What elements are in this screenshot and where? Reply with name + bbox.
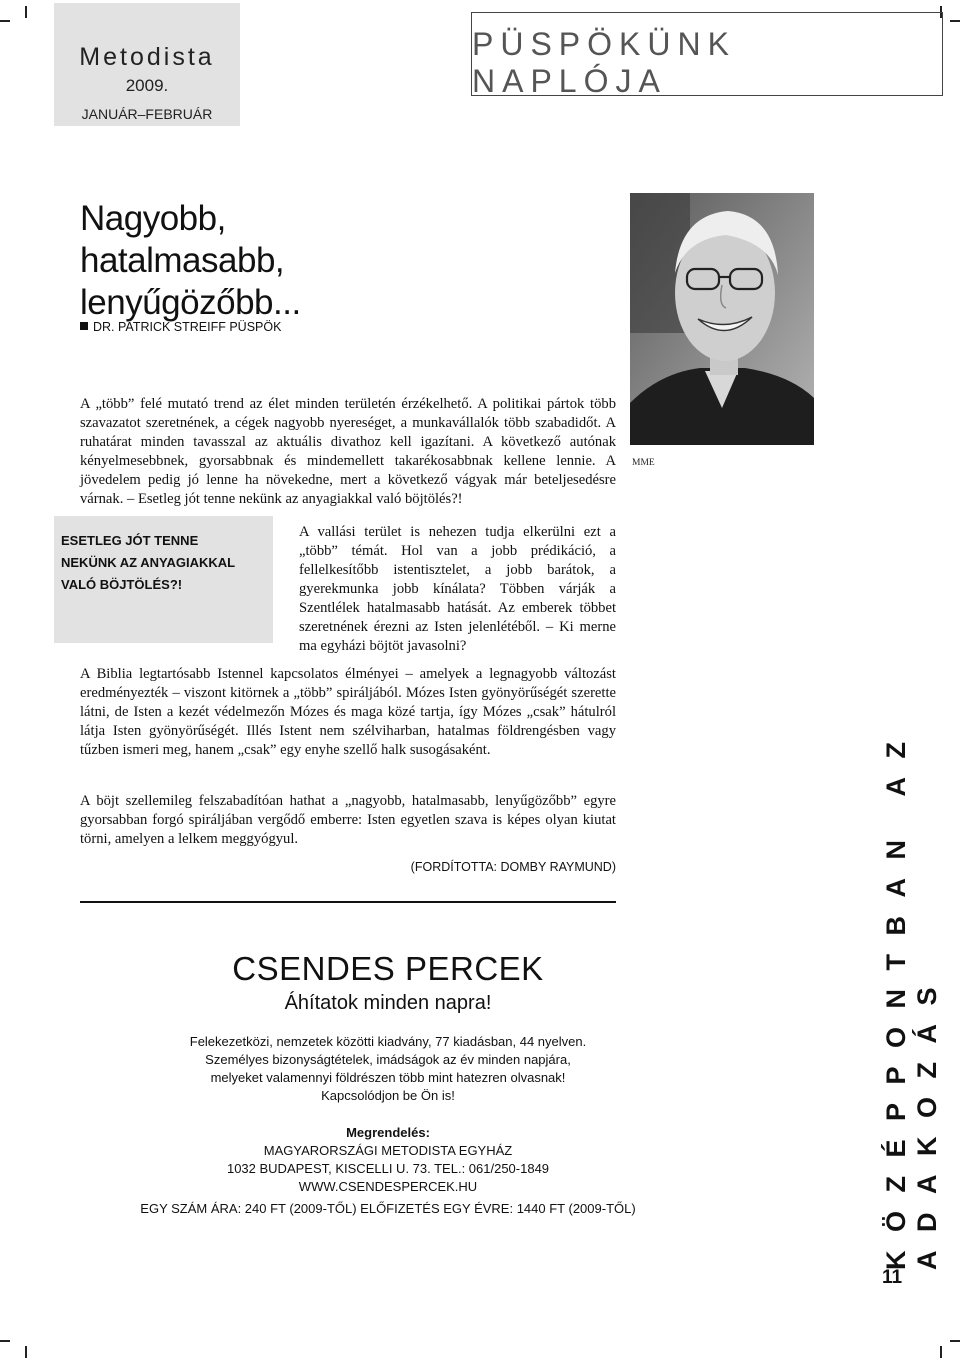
magazine-header: [54, 3, 240, 126]
article-paragraph: A böjt szellemileg felszabadítóan hathat a „nagyobb, hatalmasabb, lenyűgözőbb” egyre gyorsabban forgó spiráljában vergődő emberre: Isten egyetlen szava is képes olyan kiutat törni, amelyen a lelkem meggyógyul.: [80, 793, 616, 847]
ad-line: Felekezetközi, nemzetek közötti kiadvány, 77 kiadásban, 44 nyelven.: [189, 1034, 587, 1049]
pull-quote-line: VALÓ BÖJTÖLÉS?!: [61, 577, 183, 592]
order-address: 1032 BUDAPEST, KISCELLI U. 73. TEL.: 061/250-1849: [226, 1161, 550, 1176]
crop-mark-bottom-right: [950, 1340, 960, 1342]
ad-line: Személyes bizonyságtételek, imádságok az év minden napjára,: [205, 1052, 571, 1067]
crop-mark-bottom-left: [25, 1346, 27, 1358]
pull-quote-line: NEKÜNK AZ ANYAGIAKKAL: [61, 555, 236, 570]
ad-price: EGY SZÁM ÁRA: 240 FT (2009-TŐL) ELŐFIZETÉS EGY ÉVRE: 1440 FT (2009-TŐL): [140, 1201, 636, 1216]
vertical-section-banner: KÖZÉPPONTBAN AZ ADAKOZÁS: [881, 723, 942, 1270]
ad-title: CSENDES PERCEK: [232, 950, 544, 987]
divider-line: [80, 901, 616, 903]
section-title: PÜSPÖKÜNK NAPLÓJA: [471, 12, 943, 96]
order-label: Megrendelés:: [346, 1125, 430, 1140]
bullet-square-icon: [80, 322, 88, 330]
crop-mark-top-left: [0, 20, 10, 22]
ad-line: Kapcsolódjon be Ön is!: [321, 1088, 455, 1103]
title-line: hatalmasabb,: [80, 241, 285, 280]
order-website[interactable]: WWW.CSENDESPERCEK.HU: [298, 1179, 478, 1194]
issue-year: 2009.: [125, 76, 169, 95]
translator-credit: (FORDÍTOTTA: DOMBY RAYMUND): [410, 860, 616, 874]
article-title: [80, 198, 500, 324]
article-paragraph: A Biblia legtartósabb Istennel kapcsolatos élményei – amelyek a legnagyobb változást eredményezték – viszont kitörnek a „több” spiráljából. Mózes Isten gyönyörűségét szerette látni, de Isten a kezét védelmezőn Mózes és maga közé tartja, így Mózes „csak” hátulról látja Isten gyönyörűségét. Illés Istent nem szélviharban, hatalmas földrengésben vagy tűzben ismeri meg, hanem „csak” egy enyhe szellő halk susogásaként.: [80, 666, 616, 758]
page-number: 11: [882, 1267, 903, 1288]
ad-subtitle: Áhítatok minden napra!: [284, 992, 492, 1014]
title-line: lenyűgözőbb...: [80, 283, 301, 322]
magazine-name: Metodista: [79, 43, 215, 71]
crop-mark-bottom-right: [940, 1346, 942, 1358]
order-organization: MAGYARORSZÁGI METODISTA EGYHÁZ: [263, 1143, 513, 1158]
order-info: [40, 1124, 736, 1196]
author-photo: [630, 193, 814, 445]
author-name: DR. PATRICK STREIFF PÜSPÖK: [93, 320, 282, 334]
crop-mark-top-right: [950, 20, 960, 22]
article-paragraph: A „több” felé mutató trend az élet minden területén érzékelhető. A politikai pártok több szavazatot szeretnének, a cégek nagyobb nyereséget, a munkavállalók több szabadidőt. A ruhatárat minden tavasszal az aktuális divathoz kell igazítani. A következő autónak kényelmesebbnek, gyorsabbnak és mindemellett takarékosabbnak kellene lennie. A jövedelem pedig jó lenne ha növekedne, mert a következő vágyak már beteljesedésre várnak. – Esetleg jót tenne nekünk az anyagiakkal való böjtölés?!: [80, 396, 616, 507]
title-line: Nagyobb,: [80, 199, 226, 238]
crop-mark-bottom-left: [0, 1340, 10, 1342]
author-byline: [80, 320, 281, 334]
article-paragraph: A vallási terület is nehezen tudja elkerülni ezt a „több” témát. Hol van a jobb prédikáció, a fellelkesítőbb istentisztelet, a jobb barátok, a gyerekmunka jobb kínálata? Többen várják a Szentlélek hatalmasabb hatását. Az emberek többet szeretnének érezni az Isten jelenlétéből. – Ki merne ma egyházi böjtöt javasolni?: [299, 524, 616, 654]
ad-description: [40, 1033, 736, 1105]
issue-months: JANUÁR–FEBRUÁR: [81, 106, 213, 122]
photo-credit: MME: [632, 458, 655, 468]
pull-quote: [54, 516, 273, 643]
crop-mark-top-left: [25, 6, 27, 18]
portrait-image: [630, 193, 814, 445]
ad-line: melyeket valamennyi földrészen több mint hatezren olvasnak!: [210, 1070, 566, 1085]
pull-quote-line: ESETLEG JÓT TENNE: [61, 533, 199, 548]
